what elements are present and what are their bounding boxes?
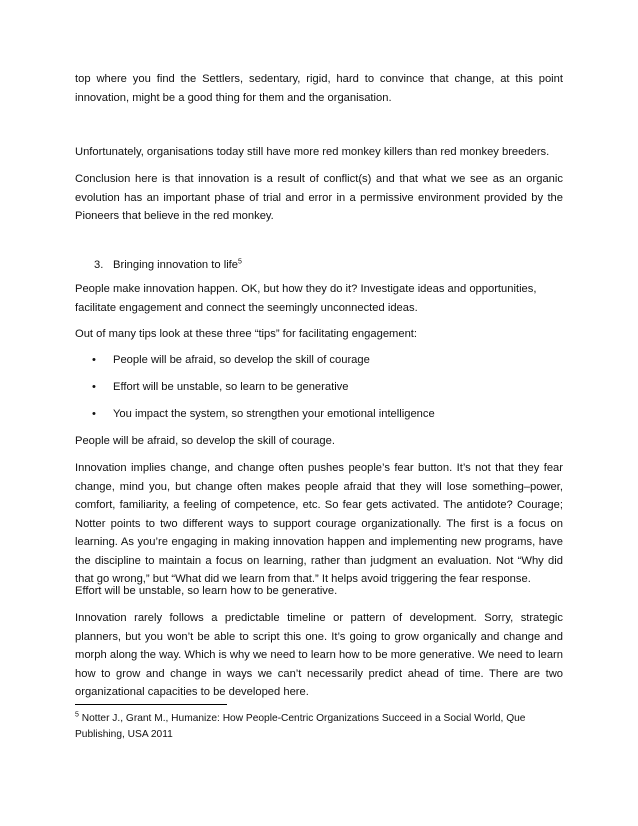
bullet-item: Effort will be unstable, so learn to be generative xyxy=(113,381,349,393)
paragraph-innovation-timeline: Innovation rarely follows a predictable timeline or pattern of development. Sorry, strategic planners, but you won’t be able to script this one. It’s going to grow organically and change and morph along the way. Which is why we need to learn how to be more generative. We need to learn how to grow and change in ways we can’t necessarily predict ahead of time. There are two organizational capacities to be developed here. xyxy=(75,612,563,698)
footnote-separator xyxy=(75,704,227,705)
bullet-icon: • xyxy=(92,354,96,366)
paragraph-settlers: top where you find the Settlers, sedentary, rigid, hard to convince that change, at this point innovation, might be a good thing for them and the organisation. xyxy=(75,73,563,104)
footnote-mark: 5 xyxy=(75,711,79,719)
paragraph-innovation-change: Innovation implies change, and change often pushes people’s fear button. It’s not that they fear change, mind you, but change often makes people afraid that they will lose something–power, comfort, familiarity, a feeling of competence, etc. So fear gets activated. The antidote? Courage; Notter points to two different ways to support courage organizationally. The first is a focus on learning. As you’re engaging in making innovation happen and implementing new programs, have the discipline to maintain a focus on learning, rather than judgment an evaluation. Not “Why did that go wrong,” but “What did we learn from that.” It helps avoid triggering the fear response. xyxy=(75,462,563,585)
paragraph-people-make-innovation: People make innovation happen. OK, but how they do it? Investigate ideas and opportunities, facilitate engagement and connect the seemingly unconnected ideas. xyxy=(75,283,537,314)
paragraph-red-monkey-killers: Unfortunately, organisations today still have more red monkey killers than red monkey breeders. xyxy=(75,146,550,158)
paragraph-conclusion: Conclusion here is that innovation is a result of conflict(s) and that what we see as an organic evolution has an important phase of trial and error in a permissive environment provided by the Pioneers that believe in the red monkey. xyxy=(75,173,563,222)
footnote-text: Notter J., Grant M., Humanize: How People-Centric Organizations Succeed in a Social World, Que Publishing, USA 2011 xyxy=(75,713,526,740)
footnote-reference[interactable]: 5 xyxy=(238,258,242,266)
footnote xyxy=(75,711,565,743)
bullet-icon: • xyxy=(92,381,96,393)
bullet-item: People will be afraid, so develop the skill of courage xyxy=(113,354,370,366)
paragraph-tips-intro: Out of many tips look at these three “tips” for facilitating engagement: xyxy=(75,328,418,340)
section-title: Bringing innovation to life$^5$ xyxy=(113,258,242,271)
paragraph-afraid-heading: People will be afraid, so develop the skill of courage. xyxy=(75,435,335,447)
paragraph-effort-heading: Effort will be unstable, so learn how to be generative. xyxy=(75,585,338,597)
bullet-item: You impact the system, so strengthen your emotional intelligence xyxy=(113,408,435,420)
bullet-icon: • xyxy=(92,408,96,420)
section-number: 3. xyxy=(94,259,104,271)
